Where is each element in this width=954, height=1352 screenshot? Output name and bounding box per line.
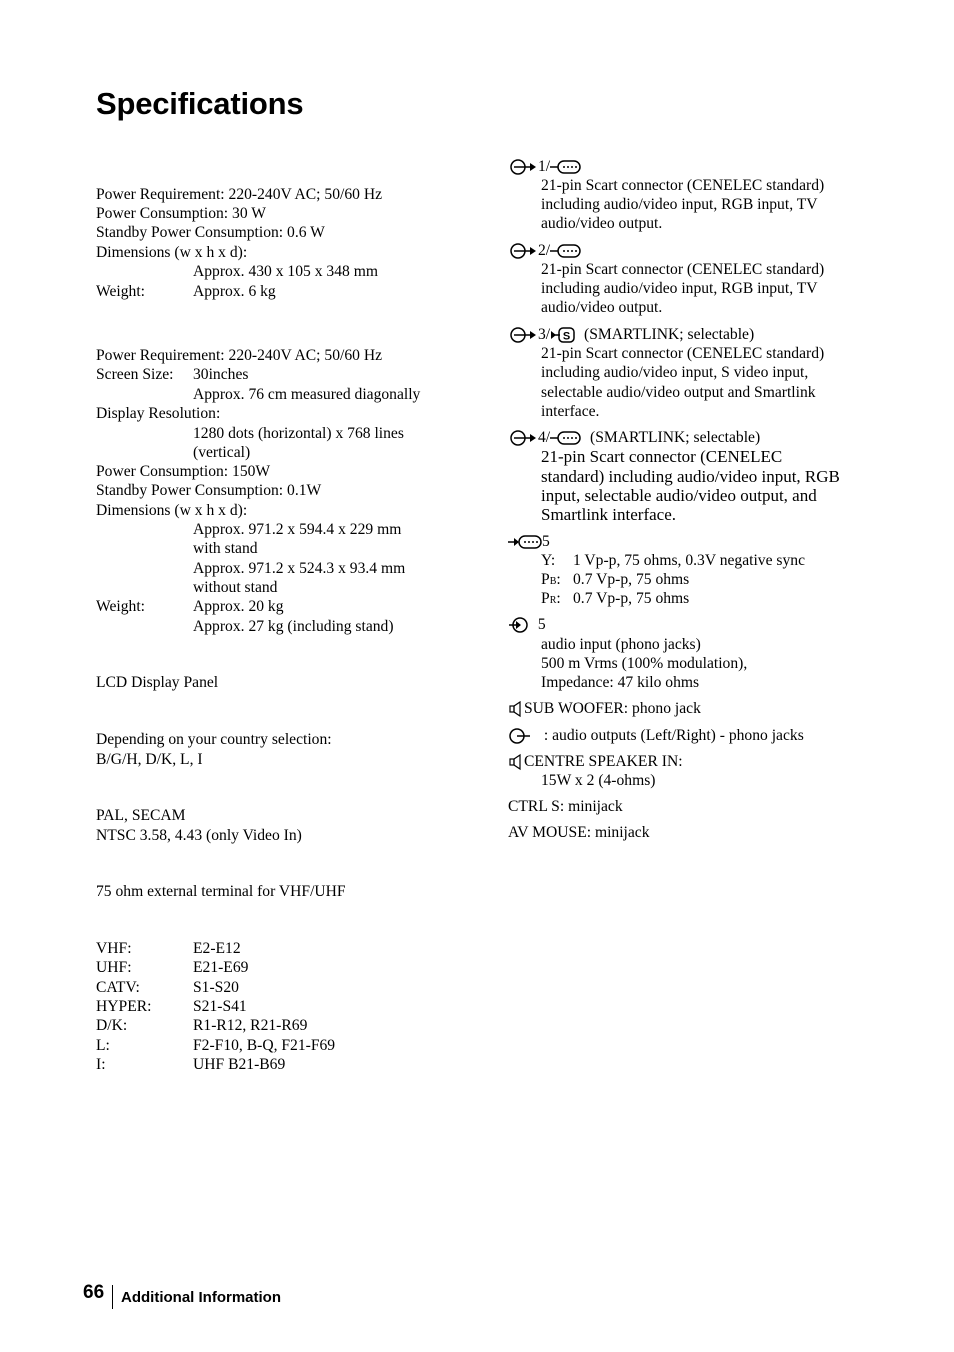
audio-output-icon (508, 727, 532, 745)
sp-standby: Standby Power Consumption: 0.6 W (96, 224, 325, 241)
scart-output-icon (550, 429, 582, 447)
component-y-label: Y: (541, 552, 556, 569)
av4-desc-2: standard) including audio/video input, RGB (541, 467, 840, 486)
page-title: Specifications (96, 86, 304, 121)
color-system-1: PAL, SECAM (96, 807, 186, 824)
d-power-requirement: Power Requirement: 220-240V AC; 50/60 Hz (96, 347, 383, 364)
audio-input-label: 5 (537, 616, 546, 633)
av4-heading (508, 428, 760, 447)
section-label: Additional Information (121, 1289, 281, 1306)
scart-input-icon (508, 242, 538, 260)
sp-dimensions-label: Dimensions (w x h x d): (96, 244, 248, 261)
d-dimensions-value-2: with stand (193, 540, 258, 557)
av3-desc-4: interface. (541, 403, 600, 420)
av2-desc-2: including audio/video input, RGB input, TV (541, 280, 818, 297)
component-heading (508, 532, 550, 551)
av2-desc-3: audio/video output. (541, 299, 663, 316)
smartlink-icon (550, 326, 576, 344)
channel-range: E2-E12 (193, 940, 241, 957)
sp-weight-label: Weight: (96, 283, 145, 300)
av4-desc-1: 21-pin Scart connector (CENELEC (541, 447, 783, 466)
av2-label: 2/ (538, 242, 551, 259)
d-dimensions-value-4: without stand (193, 579, 278, 596)
av-mouse: AV MOUSE: minijack (508, 824, 650, 841)
av2-desc-1: 21-pin Scart connector (CENELEC standard) (541, 261, 825, 278)
sp-dimensions-value: Approx. 430 x 105 x 348 mm (193, 263, 378, 280)
component-pr-label: PR: (541, 590, 561, 607)
channel-band: UHF: (96, 959, 132, 976)
channel-range: S21-S41 (193, 998, 247, 1015)
d-weight-label: Weight: (96, 598, 145, 615)
channel-range: UHF B21-B69 (193, 1056, 286, 1073)
speaker-icon (508, 753, 524, 771)
channel-band: D/K: (96, 1017, 128, 1034)
d-standby: Standby Power Consumption: 0.1W (96, 482, 322, 499)
av3-desc-3: selectable audio/video output and Smartlink (541, 384, 816, 401)
av1-desc-3: audio/video output. (541, 215, 663, 232)
av3-suffix: (SMARTLINK; selectable) (584, 326, 755, 343)
d-dimensions-label: Dimensions (w x h x d): (96, 502, 248, 519)
scart-input-icon (508, 429, 538, 447)
component-pr-value: 0.7 Vp-p, 75 ohms (573, 590, 690, 607)
color-system-2: NTSC 3.58, 4.43 (only Video In) (96, 827, 302, 844)
av4-label: 4/ (538, 429, 551, 446)
page-number: 66 (83, 1282, 105, 1303)
av1-desc-2: including audio/video input, RGB input, TV (541, 196, 818, 213)
footer-divider (112, 1285, 113, 1309)
centre-speaker-value: 15W x 2 (4-ohms) (541, 772, 656, 789)
sp-power-requirement: Power Requirement: 220-240V AC; 50/60 Hz (96, 186, 383, 203)
centre-speaker: CENTRE SPEAKER IN: (508, 752, 683, 771)
audio-output: : audio outputs (Left/Right) - phono jacks (508, 726, 804, 745)
d-weight-value-1: Approx. 20 kg (193, 598, 284, 615)
tv-system-1: Depending on your country selection: (96, 731, 332, 748)
audio-input-icon (508, 616, 532, 634)
channel-band: I: (96, 1056, 106, 1073)
channel-range: F2-F10, B-Q, F21-F69 (193, 1037, 336, 1054)
d-screen-value: 30inches (193, 366, 249, 383)
av3-desc-1: 21-pin Scart connector (CENELEC standard) (541, 345, 825, 362)
svg-text:S: S (562, 330, 571, 343)
component-label: 5 (542, 533, 550, 550)
component-y-value: 1 Vp-p, 75 ohms, 0.3V negative sync (573, 552, 806, 569)
av4-desc-4: Smartlink interface. (541, 505, 677, 524)
channel-band: VHF: (96, 940, 132, 957)
scart-output-icon (550, 158, 582, 176)
d-screen-label: Screen Size: (96, 366, 174, 383)
d-screen-value-2: Approx. 76 cm measured diagonally (193, 386, 421, 403)
d-weight-value-2: Approx. 27 kg (including stand) (193, 618, 394, 635)
d-resolution-label: Display Resolution: (96, 405, 221, 422)
d-power-consumption: Power Consumption: 150W (96, 463, 271, 480)
speaker-icon (508, 700, 524, 718)
channel-band: CATV: (96, 979, 140, 996)
channel-range: S1-S20 (193, 979, 239, 996)
audio-input-heading (508, 615, 546, 634)
audio-input-desc-1: audio input (phono jacks) (541, 636, 701, 653)
av3-desc-2: including audio/video input, S video input, (541, 364, 809, 381)
tv-system-2: B/G/H, D/K, L, I (96, 751, 203, 768)
component-input-icon (508, 533, 542, 551)
av1-heading (508, 157, 582, 176)
panel-type: LCD Display Panel (96, 674, 219, 691)
av3-heading (508, 325, 754, 344)
av1-label: 1/ (538, 158, 551, 175)
d-dimensions-value-3: Approx. 971.2 x 524.3 x 93.4 mm (193, 560, 406, 577)
component-pb-value: 0.7 Vp-p, 75 ohms (573, 571, 690, 588)
av3-label: 3/ (538, 326, 551, 343)
av4-desc-3: input, selectable audio/video output, and (541, 486, 817, 505)
sp-power-consumption: Power Consumption: 30 W (96, 205, 266, 222)
scart-input-icon (508, 326, 538, 344)
d-resolution-value-2: (vertical) (193, 444, 251, 461)
scart-input-icon (508, 158, 538, 176)
audio-input-desc-2: 500 m Vrms (100% modulation), (541, 655, 748, 672)
scart-output-icon (550, 242, 582, 260)
av2-heading (508, 241, 582, 260)
av1-desc-1: 21-pin Scart connector (CENELEC standard) (541, 177, 825, 194)
sp-weight-value: Approx. 6 kg (193, 283, 276, 300)
audio-input-desc-3: Impedance: 47 kilo ohms (541, 674, 700, 691)
channel-band: L: (96, 1037, 110, 1054)
d-dimensions-value-1: Approx. 971.2 x 594.4 x 229 mm (193, 521, 402, 538)
component-pb-label: PB: (541, 571, 561, 588)
channel-range: R1-R12, R21-R69 (193, 1017, 308, 1034)
antenna: 75 ohm external terminal for VHF/UHF (96, 883, 346, 900)
channel-range: E21-E69 (193, 959, 249, 976)
sub-woofer: SUB WOOFER: phono jack (508, 699, 701, 718)
channel-band: HYPER: (96, 998, 152, 1015)
ctrl-s: CTRL S: minijack (508, 798, 623, 815)
d-resolution-value-1: 1280 dots (horizontal) x 768 lines (193, 425, 404, 442)
av4-suffix: (SMARTLINK; selectable) (590, 429, 761, 446)
